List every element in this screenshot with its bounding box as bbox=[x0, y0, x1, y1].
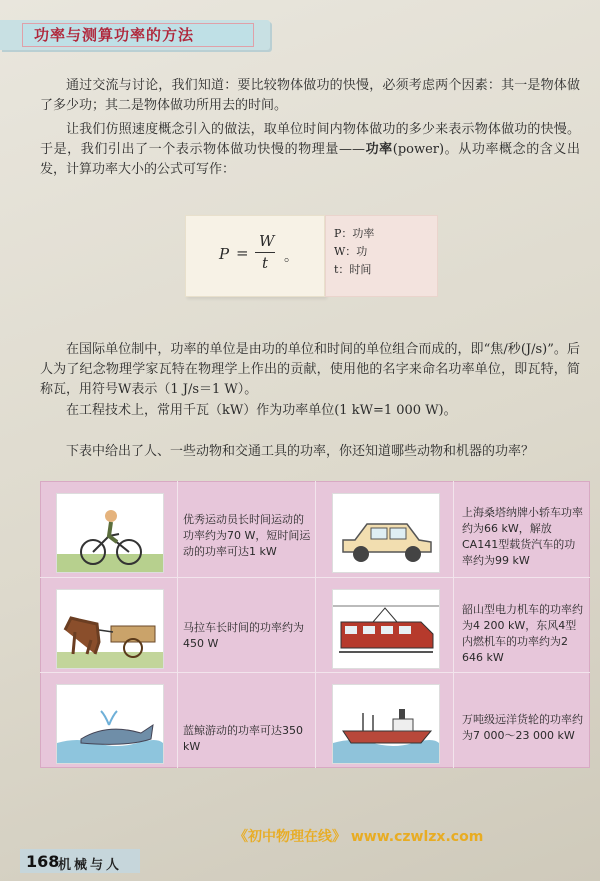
formula-legend bbox=[325, 215, 438, 297]
chapter-title: 机械与人 bbox=[58, 858, 123, 873]
formula-equals: = bbox=[236, 244, 249, 262]
table-cell-text: 上海桑塔纳牌小轿车功率约为66 kW，解放CA141型载货汽车的功率约为99 kW bbox=[462, 506, 583, 567]
table-divider bbox=[453, 481, 454, 768]
table-image bbox=[332, 589, 440, 669]
cyclist-icon bbox=[57, 494, 163, 572]
table-image bbox=[56, 684, 164, 764]
paragraph-2-text-b: (power)。从功率概念的含义出发，计算功率大小的公式可写作： bbox=[40, 142, 580, 177]
formula-denominator: t bbox=[262, 254, 269, 272]
table-cell-text: 蓝鲸游动的功率可达350 kW bbox=[183, 724, 303, 753]
ship-icon bbox=[333, 685, 439, 763]
table-image bbox=[56, 493, 164, 573]
train-icon bbox=[333, 590, 439, 668]
legend-item: t：时间 bbox=[334, 263, 372, 276]
watermark: 《初中物理在线》 www.czwlzx.com bbox=[234, 829, 484, 845]
table-image bbox=[332, 684, 440, 764]
formula-period: 。 bbox=[284, 249, 298, 265]
table-image bbox=[332, 493, 440, 573]
table-cell-text: 优秀运动员长时间运动的功率约为70 W，短时间运动的功率可达1 kW bbox=[183, 513, 311, 558]
term-power: 功率 bbox=[364, 142, 393, 157]
paragraph-1: 通过交流与讨论，我们知道：要比较物体做功的快慢，必须考虑两个因素：其一是物体做了多少功；其二是物体做功所用去的时间。 bbox=[40, 78, 580, 113]
table-divider bbox=[315, 481, 316, 768]
formula-lhs: P bbox=[219, 245, 230, 263]
formula-numerator: W bbox=[259, 232, 275, 250]
table-divider bbox=[40, 672, 590, 673]
table-divider bbox=[40, 577, 590, 578]
paragraph-5: 下表中给出了人、一些动物和交通工具的功率，你还知道哪些动物和机器的功率？ bbox=[66, 444, 535, 459]
paragraph-2 bbox=[40, 120, 580, 180]
page-number: 168 bbox=[26, 852, 60, 871]
legend-item: W：功 bbox=[334, 245, 368, 258]
paragraph-3: 在国际单位制中，功率的单位是由功的单位和时间的单位组合而成的，即“焦/秒(J/s)”。后人为了纪念物理学家瓦特在物理学上作出的贡献，使用他的名字来命名功率单位，即瓦特，简称瓦，用符号W表示（1 J/s＝1 W）。 bbox=[40, 342, 580, 397]
table-cell-text: 万吨级远洋货轮的功率约为7 000～23 000 kW bbox=[462, 713, 583, 742]
formula-box bbox=[185, 215, 325, 297]
table-cell-text: 马拉车长时间的功率约为450 W bbox=[183, 621, 304, 650]
section-title: 功率与测算功率的方法 bbox=[34, 26, 195, 44]
legend-item: P：功率 bbox=[334, 227, 375, 240]
table-image bbox=[56, 589, 164, 669]
paragraph-4: 在工程技术上，常用千瓦（kW）作为功率单位(1 kW=1 000 W)。 bbox=[66, 403, 457, 418]
table-divider bbox=[177, 481, 178, 768]
horse-cart-icon bbox=[57, 590, 163, 668]
table-cell-text: 韶山型电力机车的功率约为4 200 kW，东风4型内燃机车的功率约为2 646 kW bbox=[462, 603, 583, 664]
whale-icon bbox=[57, 685, 163, 763]
fraction-bar bbox=[255, 252, 275, 253]
car-icon bbox=[333, 494, 439, 572]
paragraph-2-text-a: 让我们仿照速度概念引入的做法，取单位时间内物体做功的多少来表示物体做功的快慢。于是，我们引出了一个表示物体做功快慢的物理量—— bbox=[40, 122, 580, 157]
